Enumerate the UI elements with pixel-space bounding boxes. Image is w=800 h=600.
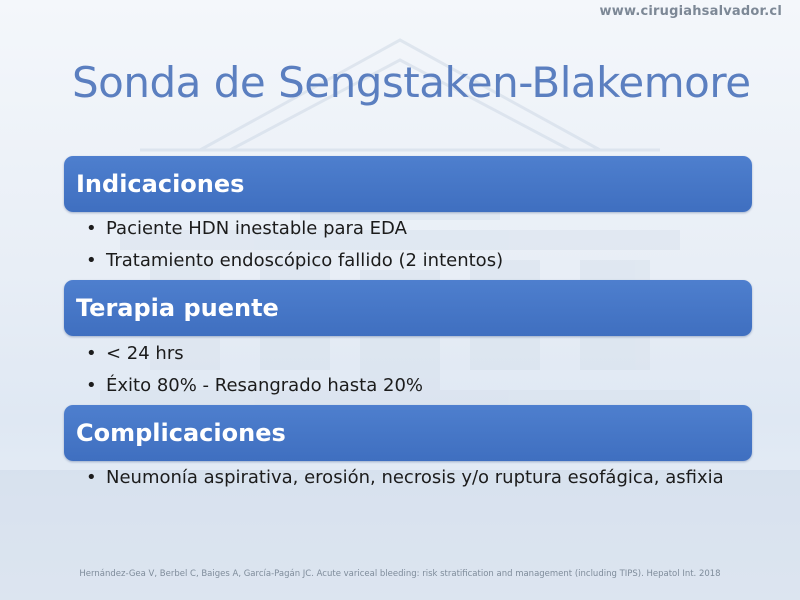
list-item: • Neumonía aspirativa, erosión, necrosis y/o ruptura esofágica, asfixia	[84, 465, 724, 491]
citation-footer: Hernández-Gea V, Berbel C, Baiges A, García-Pagán JC. Acute variceal bleeding: risk stratification and management (including TIPS). Hepatol Int. 2018	[79, 569, 721, 579]
site-url: www.cirugiahsalvador.cl	[599, 4, 782, 19]
section-heading: Indicaciones	[76, 170, 245, 198]
bullet-list-complicaciones	[84, 465, 724, 497]
list-item: • Tratamiento endoscópico fallido (2 intentos)	[84, 248, 724, 274]
bullet-list-indicaciones	[84, 216, 724, 280]
list-item: • Éxito 80% - Resangrado hasta 20%	[84, 373, 724, 399]
section-header-terapia-puente	[64, 280, 752, 336]
section-heading: Complicaciones	[76, 419, 286, 447]
slide-title: Sonda de Sengstaken-Blakemore	[72, 58, 751, 107]
section-header-complicaciones	[64, 405, 752, 461]
section-heading: Terapia puente	[76, 294, 279, 322]
section-header-indicaciones	[64, 156, 752, 212]
list-item: • < 24 hrs	[84, 341, 724, 367]
list-item: • Paciente HDN inestable para EDA	[84, 216, 724, 242]
bullet-list-terapia-puente	[84, 341, 724, 405]
